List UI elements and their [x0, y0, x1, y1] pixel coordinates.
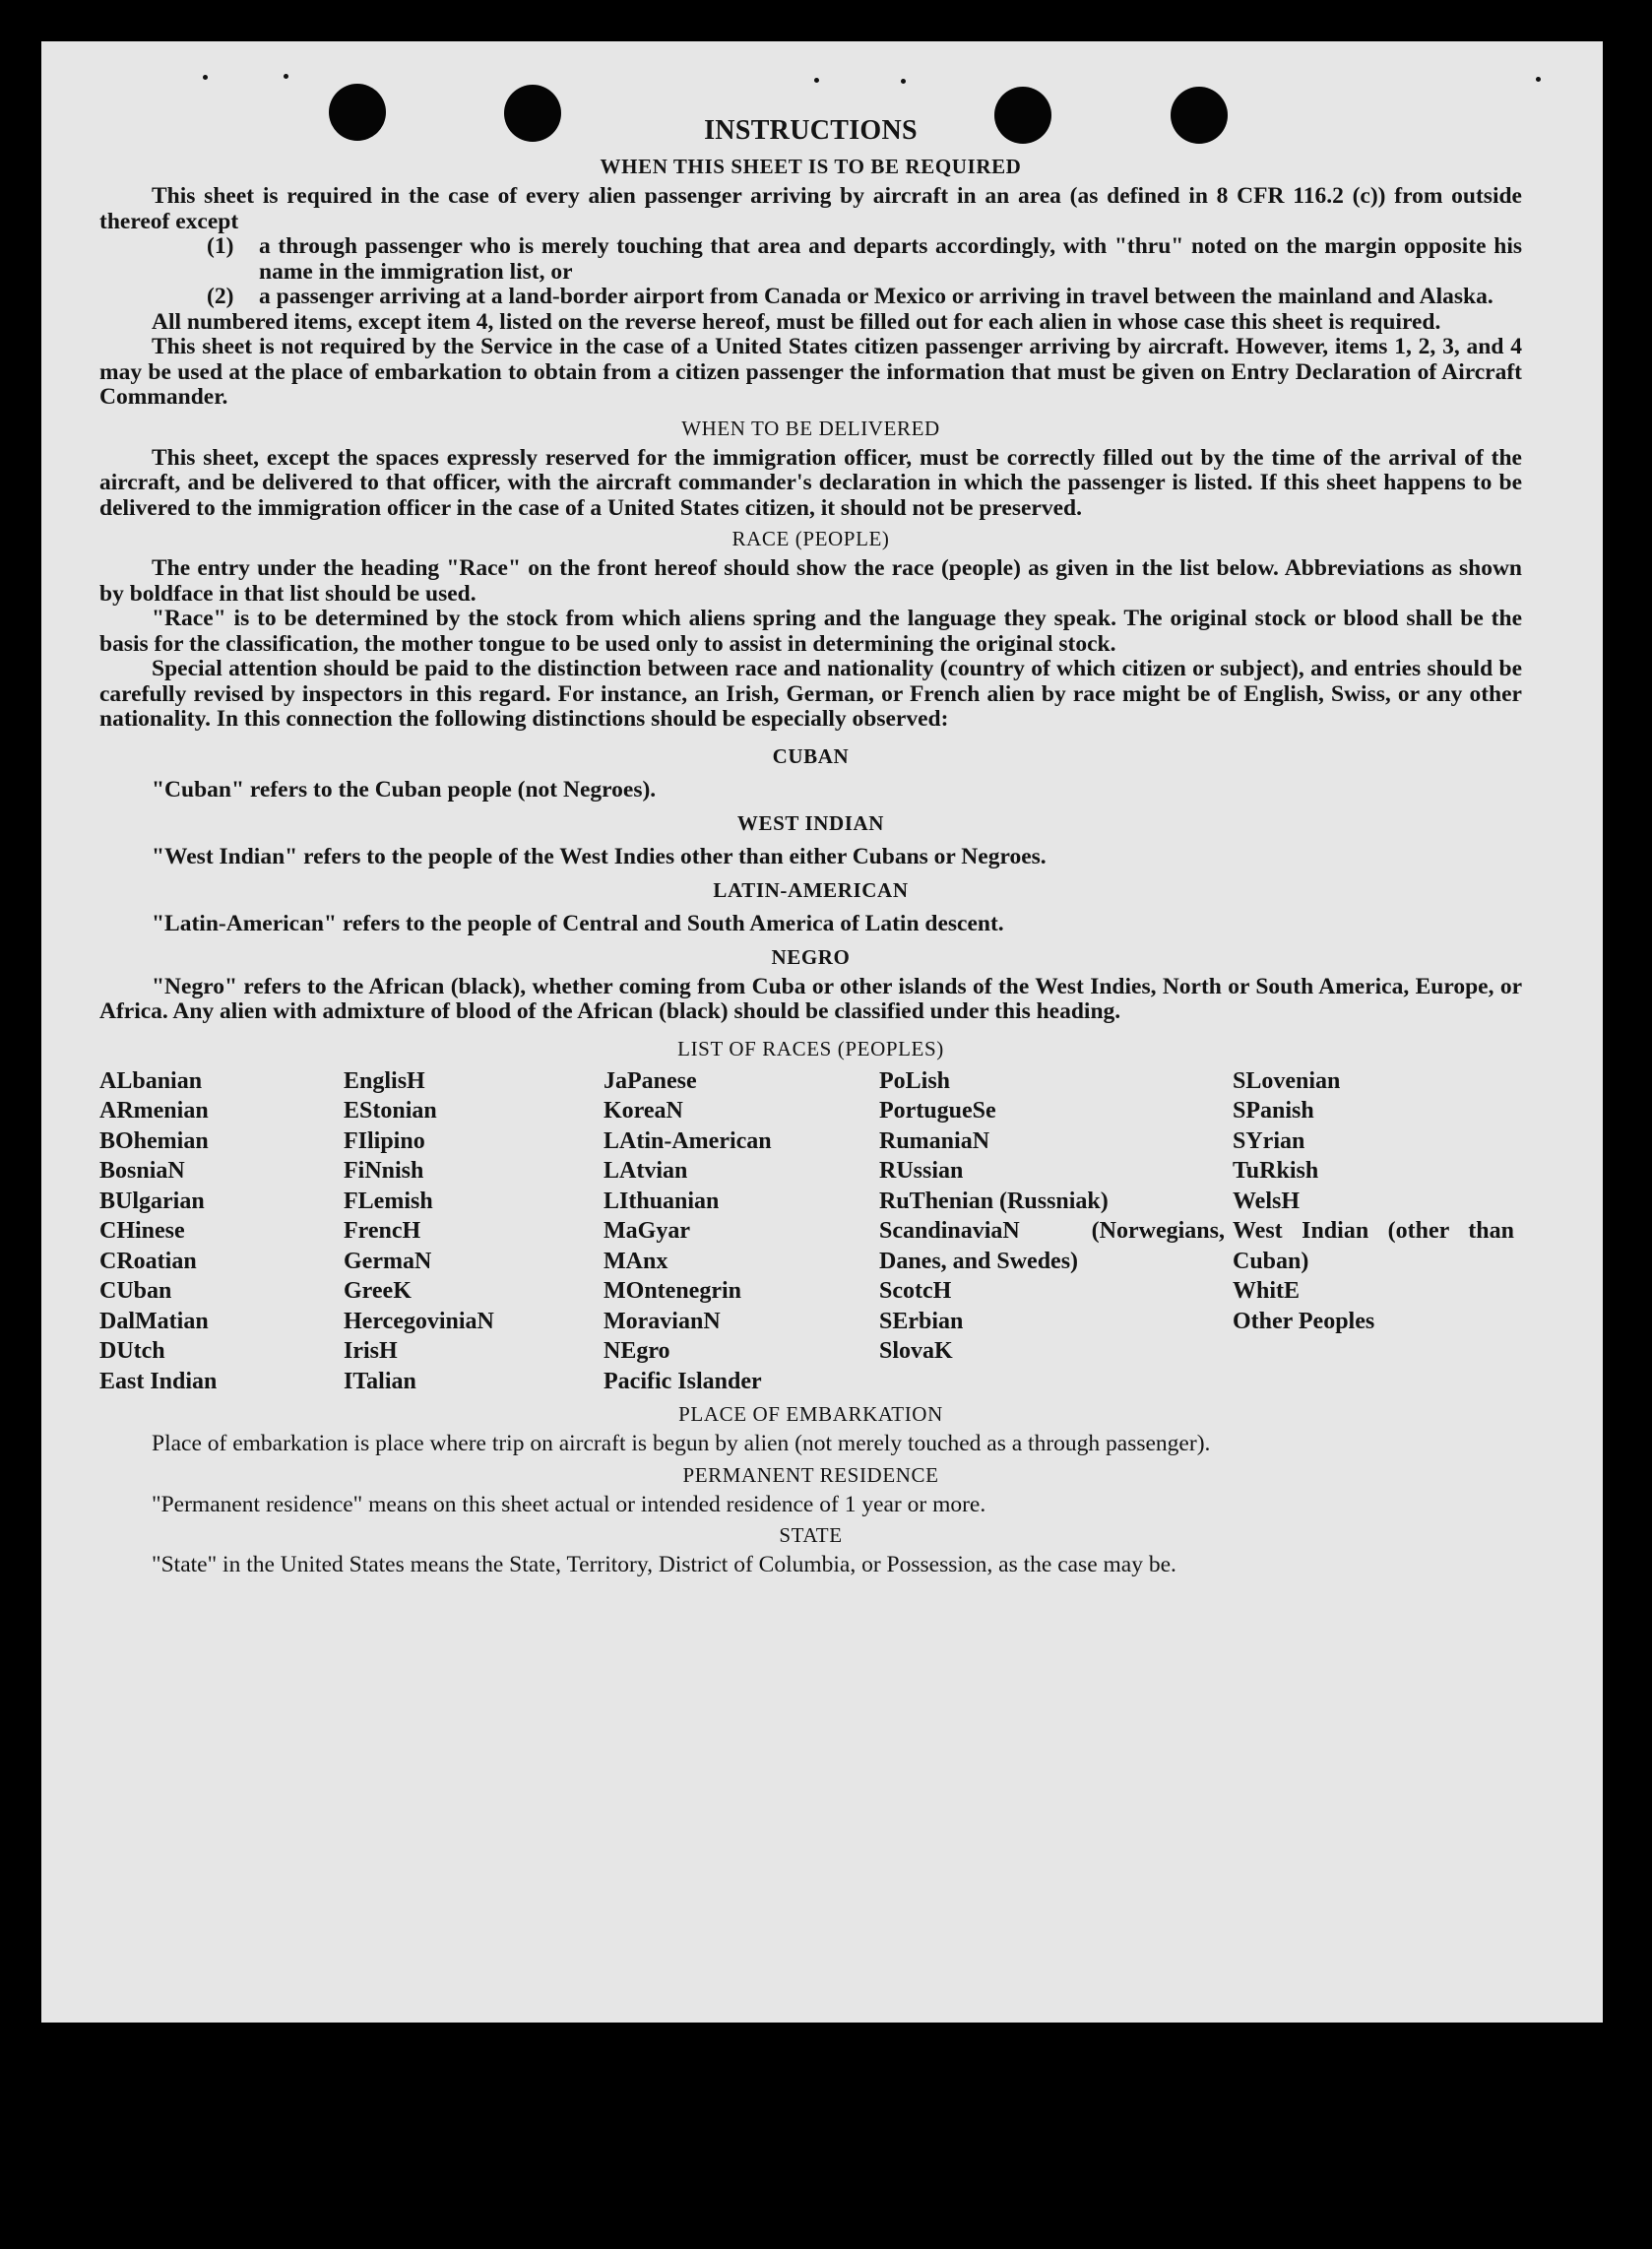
race-entry: DUtch: [99, 1338, 165, 1364]
race-entry: ALbanian: [99, 1067, 203, 1094]
section-heading-cuban: CUBAN: [772, 743, 850, 768]
latin-american-definition: "Latin-American" refers to the people of Central and South America of Latin descent.: [152, 910, 1004, 936]
race-entry: BUlgarian: [99, 1188, 205, 1214]
race-paragraph-1: The entry under the heading "Race" on the front hereof should show the race (people) as given in the list below. Abbreviations as shown by boldface in that list should be used.: [99, 555, 1522, 607]
section-heading-delivered: WHEN TO BE DELIVERED: [681, 416, 940, 440]
race-entry: GermaN: [344, 1248, 432, 1274]
required-paragraph: This sheet is required in the case of every alien passenger arriving by aircraft in an area (as defined in 8 CFR 116.2 (c)) from outside thereof except: [99, 183, 1522, 234]
race-entry: Pacific Islander: [604, 1368, 762, 1394]
section-heading-latin-american: LATIN-AMERICAN: [713, 877, 909, 902]
race-entry: Other Peoples: [1233, 1308, 1375, 1334]
races-column-3: [604, 1066, 879, 1397]
race-entry: NEgro: [604, 1338, 670, 1364]
race-entry: CRoatian: [99, 1248, 197, 1274]
race-entry: SLovenian: [1233, 1067, 1341, 1094]
embarkation-paragraph: Place of embarkation is place where trip on aircraft is begun by alien (not merely touched as a through passenger).: [152, 1431, 1211, 1456]
citizen-paragraph: This sheet is not required by the Service in the case of a United States citizen passenger arriving by aircraft. However, items 1, 2, 3, and 4 may be used at the place of embarkation to obtain from a citizen passenger the information that must be given on Entry Declaration of Aircraft Commander.: [99, 334, 1522, 410]
section-heading-required: WHEN THIS SHEET IS TO BE REQUIRED: [600, 155, 1022, 178]
state-paragraph: "State" in the United States means the State, Territory, District of Columbia, or Possession, as the case may be.: [152, 1552, 1176, 1577]
west-indian-definition: "West Indian" refers to the people of the West Indies other than either Cubans or Negroes.: [152, 843, 1047, 869]
race-entry: GreeK: [344, 1278, 412, 1304]
race-entry: ScotcH: [879, 1278, 952, 1304]
races-column-5: [1233, 1066, 1522, 1397]
races-column-1: [99, 1066, 344, 1397]
delivered-paragraph: This sheet, except the spaces expressly reserved for the immigration officer, must be correctly filled out by the time of the arrival of the aircraft, and be delivered to that officer, with the aircraft commander's declaration in which the passenger is listed. If this sheet happens to be delivered to the immigration officer in the case of a United States citizen, it should not be preserved.: [99, 444, 1522, 521]
race-entry: SErbian: [879, 1308, 964, 1334]
race-entry: PortugueSe: [879, 1098, 996, 1124]
exception-item-1: [99, 234, 1522, 285]
cuban-definition: "Cuban" refers to the Cuban people (not Negroes).: [152, 776, 657, 803]
instructions-content: [99, 70, 1522, 1578]
speck: [1536, 77, 1541, 82]
race-entry: LIthuanian: [604, 1188, 720, 1214]
negro-definition: "Negro" refers to the African (black), whether coming from Cuba or other islands of the West Indies, North or South America, Europe, or Africa. Any alien with admixture of blood of the African (black) should be classified under this heading.: [99, 973, 1522, 1024]
section-heading-west-indian: WEST INDIAN: [736, 810, 885, 835]
race-entry: RumaniaN: [879, 1127, 990, 1154]
race-entry: SYrian: [1233, 1127, 1305, 1154]
item-text: a through passenger who is merely touching that area and departs accordingly, with "thru" noted on the margin opposite his name in the immigration list, or: [259, 233, 1522, 285]
race-entry: FIlipino: [344, 1127, 425, 1154]
race-entry: HercegoviniaN: [344, 1308, 494, 1334]
race-entry: East Indian: [99, 1368, 218, 1394]
section-heading-race: RACE (PEOPLE): [731, 527, 890, 550]
race-entry: TuRkish: [1233, 1158, 1319, 1184]
section-heading-residence: PERMANENT RESIDENCE: [682, 1462, 939, 1487]
section-heading-negro: NEGRO: [771, 944, 851, 969]
race-entry: EStonian: [344, 1098, 437, 1124]
race-entry: LAtvian: [604, 1158, 688, 1184]
race-entry: MOntenegrin: [604, 1278, 741, 1304]
race-entry: KoreaN: [604, 1098, 683, 1124]
page-title: INSTRUCTIONS: [704, 115, 918, 146]
race-entry: ITalian: [344, 1368, 416, 1394]
residence-paragraph: "Permanent residence" means on this sheet actual or intended residence of 1 year or more.: [152, 1491, 986, 1517]
race-entry: West Indian (other than Cuban): [1233, 1218, 1514, 1274]
race-paragraph-2: "Race" is to be determined by the stock from which aliens spring and the language they speak. The original stock or blood shall be the basis for the classification, the mother tongue to be used only to assist in determining the original stock.: [99, 606, 1522, 657]
race-entry: ARmenian: [99, 1098, 209, 1124]
race-entry: MAnx: [604, 1248, 668, 1274]
section-heading-state: STATE: [779, 1523, 843, 1547]
numbered-items-paragraph: All numbered items, except item 4, listed on the reverse hereof, must be filled out for each alien in whose case this sheet is required.: [152, 308, 1441, 335]
race-entry: SlovaK: [879, 1338, 953, 1364]
races-column-2: [344, 1066, 604, 1397]
race-entry: FiNnish: [344, 1158, 424, 1184]
race-entry: WhitE: [1233, 1278, 1301, 1304]
race-entry: CUban: [99, 1278, 172, 1304]
race-entry: MaGyar: [604, 1218, 690, 1244]
race-entry: ScandinaviaN (Norwegians, Danes, and Swedes): [879, 1218, 1225, 1274]
item-number: (1): [207, 233, 234, 259]
race-entry: JaPanese: [604, 1067, 697, 1094]
race-entry: PoLish: [879, 1067, 951, 1094]
race-entry: CHinese: [99, 1218, 185, 1244]
race-entry: IrisH: [344, 1338, 398, 1364]
race-entry: LAtin-American: [604, 1127, 772, 1154]
race-entry: RUssian: [879, 1158, 964, 1184]
race-entry: WelsH: [1233, 1188, 1301, 1214]
race-entry: MoravianN: [604, 1308, 721, 1334]
races-list: [99, 1066, 1522, 1397]
race-entry: BosniaN: [99, 1158, 185, 1184]
race-entry: FLemish: [344, 1188, 433, 1214]
race-entry: BOhemian: [99, 1127, 209, 1154]
section-heading-embarkation: PLACE OF EMBARKATION: [678, 1402, 943, 1426]
race-entry: EnglisH: [344, 1067, 425, 1094]
item-number: (2): [207, 284, 234, 309]
item-text: a passenger arriving at a land-border airport from Canada or Mexico or arriving in travel between the mainland and Alaska.: [259, 284, 1493, 309]
exception-item-2: [99, 285, 1522, 310]
section-heading-list-of-races: LIST OF RACES (PEOPLES): [677, 1036, 944, 1060]
races-column-4: [879, 1066, 1233, 1397]
race-entry: FrencH: [344, 1218, 421, 1244]
race-entry: SPanish: [1233, 1098, 1314, 1124]
race-entry: RuThenian (Russniak): [879, 1188, 1109, 1214]
race-entry: DalMatian: [99, 1308, 209, 1334]
race-paragraph-3: Special attention should be paid to the distinction between race and nationality (country of which citizen or subject), and entries should be carefully revised by inspectors in this regard. For instance, an Irish, German, or French alien by race might be of English, Swiss, or any other nationality. In this connection the following distinctions should be especially observed:: [99, 656, 1522, 732]
